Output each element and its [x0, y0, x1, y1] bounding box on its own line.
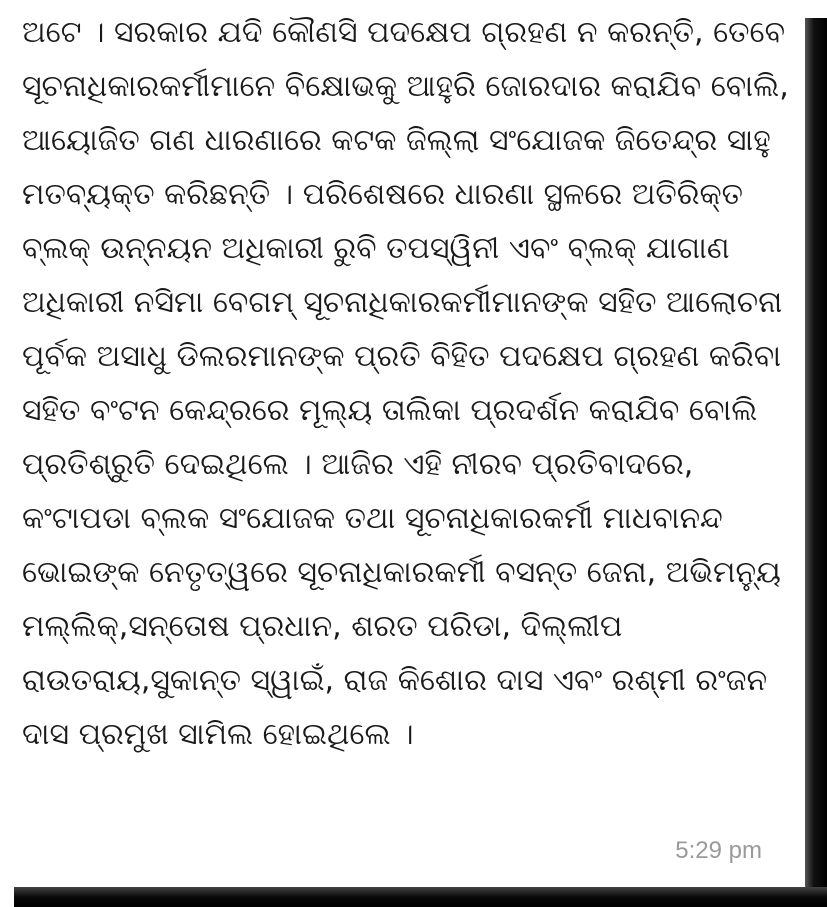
frame-shadow-right: [805, 18, 827, 907]
frame-shadow-bottom: [14, 887, 827, 907]
message-timestamp: 5:29 pm: [675, 837, 762, 864]
message-text: ଅଟେ । ସରକାର ଯଦି କୌଣସି ପଦକ୍ଷେପ ଗ୍ରହଣ ନ କରନ୍ତି, ତେବେ ସୂଚନାଧିକାରକର୍ମୀମାନେ ବିକ୍ଷୋଭକୁ ଆହୁରି ଜୋରଦାର କରାଯିବ ବୋଲି, ଆୟୋଜିତ ଗଣ ଧାରଣାରେ କଟକ ଜିଲ୍ଲା ସଂଯୋଜକ ଜିତେନ୍ଦ୍ର ସାହୁ ମତବ୍ୟକ୍ତ କରିଛନ୍ତି । ପରିଶେଷରେ ଧାରଣା ସ୍ଥଳରେ ଅତିରିକ୍ତ ବ୍ଲକ୍ ଉନ୍ନୟନ ଅଧିକାରୀ ରୁବି ତପସ୍ୱିନୀ ଏବଂ ବ୍ଲକ୍ ଯାଗାଣ ଅଧିକାରୀ ନସିମା ବେଗମ୍ ସୂଚନାଧିକାରକର୍ମୀମାନଙ୍କ ସହିତ ଆଲୋଚନା ପୂର୍ବକ ଅସାଧୁ ଡିଲରମାନଙ୍କ ପ୍ରତି ବିହିତ ପଦକ୍ଷେପ ଗ୍ରହଣ କରିବା ସହିତ ବଂଟନ କେନ୍ଦ୍ରରେ ମୂଲ୍ୟ ତାଲିକା ପ୍ରଦର୍ଶନ କରାଯିବ ବୋଲି ପ୍ରତିଶ୍ରୁତି ଦେଇଥିଲେ । ଆଜିର ଏହି ନୀରବ ପ୍ରତିବାଦରେ, କଂଟାପଡା ବ୍ଲକ ସଂଯୋଜକ ତଥା ସୂଚନାଧିକାରକର୍ମୀ ମାଧବାନନ୍ଦ ଭୋଇଙ୍କ ନେତୃତ୍ୱରେ ସୂଚନାଧିକାରକର୍ମୀ ବସନ୍ତ ଜେନା, ଅଭିମନ୍ୟୁ ମଲ୍ଲିକ୍,ସନ୍ତୋଷ ପ୍ରଧାନ, ଶରତ ପରିଡା, ଦିଲ୍ଲୀପ ରାଉତରାୟ,ସୁକାନ୍ତ ସ୍ୱାଇଁ, ରାଜ କିଶୋର ଦାସ ଏବଂ ରଶ୍ମୀ ରଂଜନ ଦାସ ପ୍ରମୁଖ ସାମିଲ ହୋଇଥିଲେ ।: [22, 15, 799, 752]
